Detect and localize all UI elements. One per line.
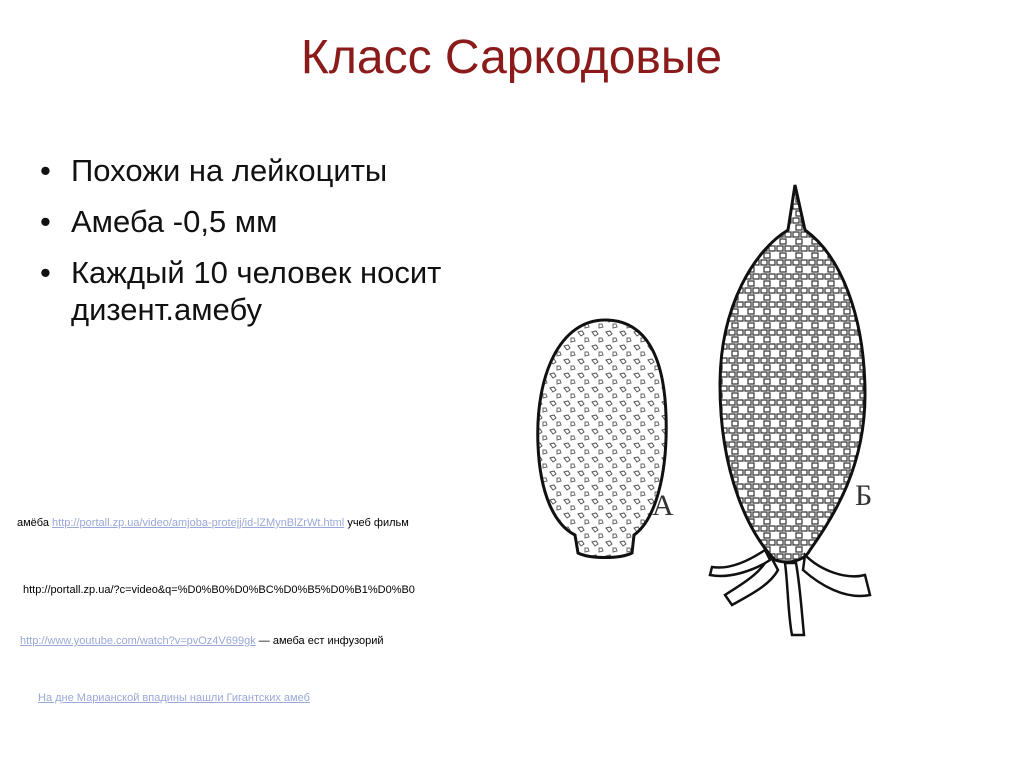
shell-a <box>538 320 666 558</box>
shell-b <box>710 185 873 635</box>
bullet-item <box>38 152 498 189</box>
bullet-text: Похожи на лейкоциты <box>71 153 388 188</box>
note-video-link <box>17 516 447 530</box>
note-suffix: — амеба ест инфузорий <box>258 635 384 647</box>
figure-label-a: А <box>652 489 674 522</box>
note-article <box>38 691 338 705</box>
bullet-text: Каждый 10 человек носит дизент.амебу <box>71 255 442 327</box>
note-suffix: учеб фильм <box>347 517 409 529</box>
url-text: http://portall.zp.ua/?c=video&q=%D0%B0%D0%BC%D0%B5%D0%B1%D0%B0 <box>23 584 415 596</box>
article-link[interactable]: На дне Марианской впадины нашли Гигантских амеб <box>38 692 310 704</box>
note-prefix: амёба <box>17 517 49 529</box>
slide-title: Класс Саркодовые <box>300 31 723 84</box>
bullet-dot-icon: • <box>40 153 51 188</box>
video-link[interactable]: http://portall.zp.ua/video/amjoba-protejj/id-lZMynBlZrWt.html <box>52 517 345 529</box>
amoeba-shells-illustration <box>520 175 920 645</box>
bullet-list <box>38 152 498 342</box>
note-url <box>23 583 478 597</box>
bullet-text: Амеба -0,5 мм <box>71 204 278 239</box>
note-youtube <box>20 634 400 648</box>
youtube-link[interactable]: http://www.youtube.com/watch?v=pvOz4V699gk <box>20 635 256 647</box>
bullet-item <box>38 203 498 240</box>
bullet-dot-icon: • <box>40 255 51 290</box>
bullet-dot-icon: • <box>40 204 51 239</box>
bullet-item <box>38 254 498 328</box>
figure-label-b: Б <box>855 479 873 512</box>
